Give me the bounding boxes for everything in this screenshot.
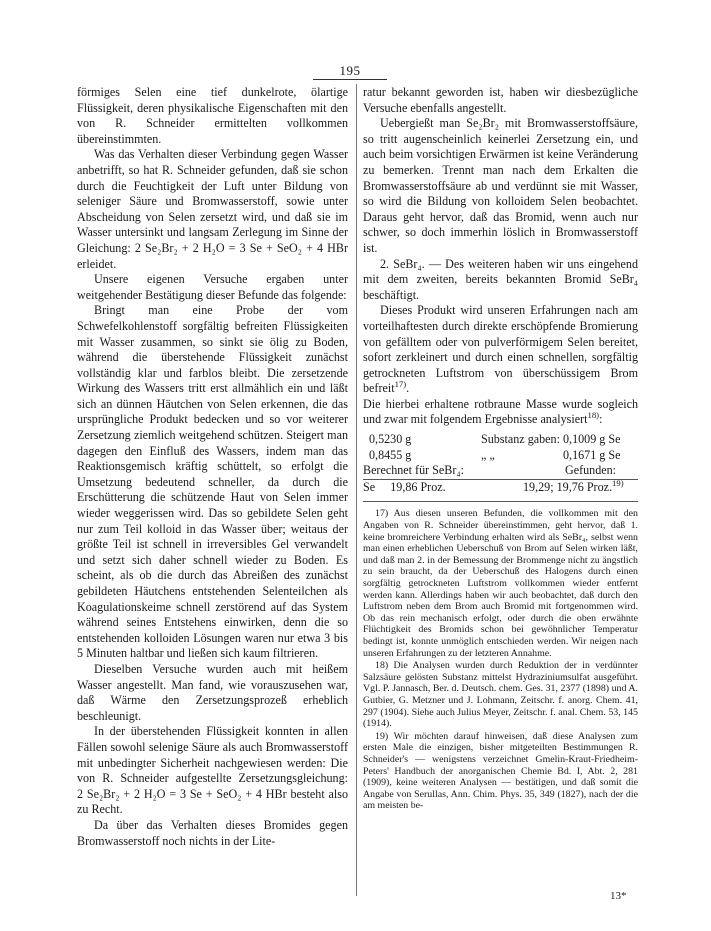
footnote-rule <box>363 501 638 502</box>
paragraph-text: Die hierbei erhaltene rotbraune Masse wurde sogleich und zwar mit folgendem Ergebnisse analysiert <box>363 396 638 427</box>
section-number: 2. <box>380 256 390 271</box>
paragraph-text: In der überstehenden Flüssigkeit konnten in allen Fällen sowohl selenige Säure als auch Bromwasserstoff mit unbedingter Sicherheit nachgewiesen werden: Die von R. Schneider aufgestellte Zersetzungsgleichung: <box>77 724 348 786</box>
found-value: 19,29; 19,76 Proz. <box>523 479 613 494</box>
table-cell: 0,1009 g Se <box>563 432 621 447</box>
chemical-equation: 2 Se₂Br₂ + 2 H₂O = 3 Se + SeO₂ + 4 HBr <box>134 240 348 255</box>
chemical-formula: SeBr₄ <box>609 272 638 287</box>
analysis-table <box>363 432 638 495</box>
header-rule <box>313 79 387 80</box>
chemical-equation: 2 Se₂Br₂ + 2 H₂O = 3 Se + SeO₂ + 4 HBr <box>77 786 287 801</box>
paragraph <box>77 147 348 272</box>
table-cell: Substanz gaben: <box>481 432 560 447</box>
table-cell: 0,1671 g Se <box>563 447 621 462</box>
table-header: Gefunden: <box>565 463 617 478</box>
paragraph-text: Dieses Produkt wird unseren Erfahrungen nach am vorteilhaftesten durch direkte erschöpfende Bromierung von gefälltem oder von pulverförmigem Selen bereitet, sofort zerkleinert und durch einen schnellen, sorgfältig getrockneten Luftstrom von überschüssigem Brom befreit <box>363 303 638 396</box>
table-header: Berechnet für SeBr₄: <box>363 463 464 478</box>
paragraph <box>77 724 348 818</box>
table-cell: 0,5230 g <box>369 432 412 447</box>
paragraph: ratur bekannt geworden ist, haben wir diesbezügliche Versuche ebenfalls angestellt. <box>363 85 638 115</box>
paragraph <box>363 116 638 256</box>
footnotes <box>363 508 638 811</box>
paragraph-text: Was das Verhalten dieser Verbindung gegen Wasser anbetrifft, so hat R. Schneider gefunden, daß sie schon durch die Feuchtigkeit der Luft unter Bildung von seleniger Säure und Bromwasserstoff, sowie unter Abscheidung von Selen zersetzt wird, und daß sie im Wasser untersinkt und langsam Zerlegung im Sinne der Gleichung: <box>77 147 348 255</box>
footnote: 19) Wir möchten darauf hinweisen, daß diese Analysen zum ersten Male die einzigen, bisher mitgeteilten Bestimmungen R. Schneider's — wenigstens verzeichnet Gmelin-Kraut-Friedheim-Peters' Handbuch der anorganischen Chemie Bd. I, Abt. 2, 281 (1909), keine weiteren Analysen — bestätigen, und daß somit die Angabe von Serullas, Ann. Chim. Phys. 35, 349 (1827), nach der die am meisten be- <box>363 730 638 812</box>
column-divider <box>356 84 357 896</box>
paragraph-text: beschäftigt. <box>363 287 420 302</box>
paragraph-text: erleidet. <box>77 256 117 271</box>
right-column <box>363 85 638 813</box>
table-header-row <box>363 463 638 479</box>
table-row <box>363 448 638 464</box>
left-column <box>77 85 348 849</box>
paragraph: Die hierbei erhaltene rotbraune Masse wurde sogleich und zwar mit folgendem Ergebnisse analysiert$^{18)}$: <box>363 396 638 427</box>
element-label: Se <box>363 479 376 494</box>
paragraph: Dieses Produkt wird unseren Erfahrungen nach am vorteilhaftesten durch direkte erschöpfende Bromierung von gefälltem oder von pulverförmigem Selen bereitet, sofort zerkleinert und durch einen schnellen, sorgfältig getrockneten Luftstrom von überschüssigem Brom befreit$^{17)}$. <box>363 303 638 396</box>
chemical-formula: Se₂Br₂ <box>466 116 499 131</box>
paragraph-text: mit Bromwasserstoffsäure, so tritt augenscheinlich keinerlei Zersetzung ein, und auch beim vorsichtigen Erwärmen ist keine Veränderung zu bemerken. Trennt man nach dem Erkalten die Bromwasserstoffsäure ab und verdünnt sie mit Wasser, so wird die Bildung von kolloidem Selen beobachtet. Daraus geht hervor, daß das Bromid, wenn auch nur schwer, so doch immerhin löslich in Bromwasserstoff ist. <box>363 116 638 255</box>
paragraph-text: besteht also zu Recht. <box>77 786 348 817</box>
footnote-ref[interactable]: 17) <box>394 379 407 390</box>
paragraph: Da über das Verhalten dieses Bromides gegen Bromwasserstoff noch nichts in der Lite- <box>77 817 348 848</box>
table-cell: 0,8455 g <box>369 447 412 462</box>
paragraph: Bringt man eine Probe der vom Schwefelkohlenstoff sorgfältig befreiten Flüssigkeiten mit Wasser zusammen, so sinkt sie ölig zu Boden, während die überstehende Flüssigkeit zunächst vollständig klar und farblos bleibt. Die zersetzende Wirkung des Wassers tritt erst allmählich ein und läßt sich an dünnen Häutchen von Selen erkennen, die das ursprüngliche Produkt bedecken und so vor weiterer Zersetzung ziemlich weitgehend schützen. Steigert man dagegen den Einfluß des Wassers, indem man das Reaktionsgemisch kräftig schüttelt, so erfolgt die Umsetzung bedeutend schneller, da durch die Erschütterung die schützende Haut von Selen immer wieder weggerissen wird. Das so gebildete Selen geht nur zum Teil kolloid in das Wasser über; weitaus der größte Teil ist schnell in irreversibles Gel verwandelt und setzt sich daher schnell wieder zu Boden. Es scheint, als ob die durch das Abreißen des zunächst gebildeten Häutchens entstehenden Selenteilchen als Koagulationskeime schnell zerstörend auf das System während seines Entstehens einwirken, denn die so entstehenden kolloiden Lösungen waren nur etwa 3 bis 5 Minuten haltbar und ließen sich kaum filtrieren. <box>77 303 348 661</box>
footnote-ref[interactable]: 19) <box>612 478 624 489</box>
paragraph: Unsere eigenen Versuche ergaben unter weitgehender Bestätigung dieser Befunde das folgende: <box>77 272 348 302</box>
calculated-value: 19,86 Proz. <box>390 479 446 494</box>
table-cell: „ „ <box>481 447 495 462</box>
paragraph <box>363 257 638 304</box>
table-row <box>363 432 638 448</box>
paragraph-text: — Des weiteren haben wir uns eingehend mit dem zweiten, bereits bekannten Bromid <box>363 256 638 287</box>
paragraph: förmiges Selen eine tief dunkelrote, ölartige Flüssigkeit, deren physikalische Eigenschaften mit den von R. Schneider ermittelten vollkommen übereinstimmten. <box>77 85 348 146</box>
table-cell <box>511 480 638 496</box>
footnote: 18) Die Analysen wurden durch Reduktion der in verdünnter Salzsäure gelösten Substanz mittelst Hydraziniumsulfat ausgeführt. Vgl. P. Jannasch, Ber. d. Deutsch. chem. Ges. 31, 2377 (1898) und A. Gutbier, G. Metzner und J. Lohmann, Zeitschr. f. anorg. Chem. 41, 297 (1904). Siehe auch Julius Meyer, Zeitschr. f. anal. Chem. 53, 145 (1914). <box>363 660 638 730</box>
footnote: 17) Aus diesen unseren Befunden, die vollkommen mit den Angaben von R. Schneider übereinstimmen, geht hervor, daß 1. keine bromreichere Verbindung erhalten wird als SeBr₄, selbst wenn man einen erheblichen Ueberschuß von Brom auf Selen wirken läßt, und daß man 2. in der Bemessung der Brommenge nicht zu ängstlich zu sein braucht, da der Ueberschuß des Halogens durch einen sorgfältig getrockneten Luftstrom vollkommen wieder entfernt werden kann. Allerdings haben wir auch beobachtet, daß durch den Luftstrom neben dem Brom auch Bromid mit fortgenommen wird. Ob das rein mechanisch erfolgt, oder durch die oben erwähnte Flüchtigkeit des Bromids schon bei gewöhnlicher Temperatur bedingt ist, konnte unmöglich entschieden werden. Wir neigen nach unseren Erfahrungen zu der letzteren Annahme. <box>363 508 638 659</box>
paragraph: Dieselben Versuche wurden auch mit heißem Wasser angestellt. Man fand, wie vorauszusehen war, daß Wärme den Zersetzungsprozeß erheblich beschleunigt. <box>77 661 348 723</box>
table-cell <box>363 480 511 496</box>
table-row <box>363 480 638 496</box>
paragraph-text: Uebergießt man <box>380 116 461 131</box>
sheet-signature: 13* <box>610 890 627 902</box>
chemical-formula: SeBr₄. <box>393 256 425 271</box>
footnote-ref[interactable]: 18) <box>587 410 600 421</box>
page-number: 195 <box>339 63 361 78</box>
